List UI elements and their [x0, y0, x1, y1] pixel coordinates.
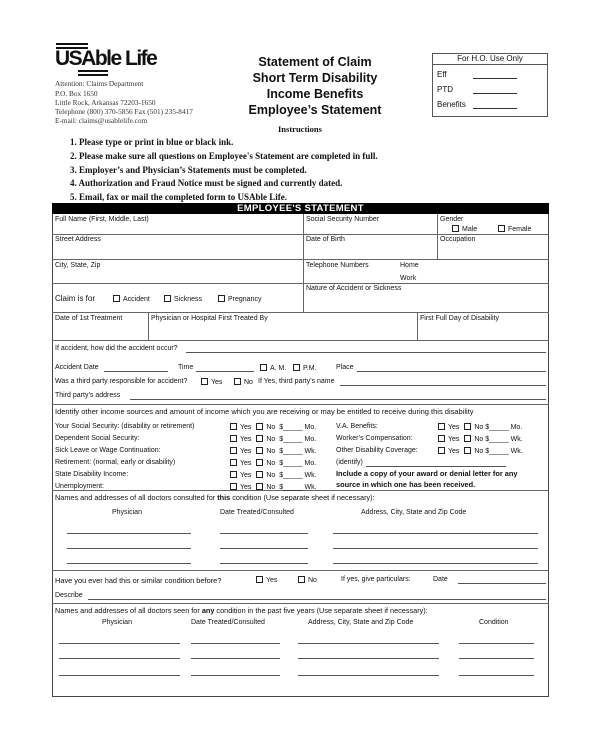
doctor-entry-field[interactable] — [59, 675, 180, 676]
amount-field[interactable]: $_____ — [279, 460, 303, 467]
income-source-label: Your Social Security: (disability or retirement) — [55, 423, 195, 430]
doctor-entry-field[interactable] — [298, 675, 439, 676]
doctor-entry-field[interactable] — [59, 643, 180, 644]
income-source-label: V.A. Benefits: — [336, 423, 378, 430]
sickness-label: Sickness — [174, 296, 203, 303]
income-source-options — [438, 447, 523, 455]
ho-ptd-label: PTD — [437, 85, 453, 94]
amount-field[interactable]: $_____ — [485, 436, 509, 443]
male-label: Male — [462, 226, 478, 233]
instruction-item: 1. Please type or print in blue or black ink. — [70, 137, 234, 147]
gender-label: Gender — [440, 216, 464, 223]
similar-date-field[interactable] — [458, 583, 546, 584]
doctor-entry-field[interactable] — [220, 533, 308, 534]
third-party-name-field[interactable] — [340, 385, 546, 386]
text: condition (Use separate sheet if necessary): — [230, 493, 375, 502]
income-header: Identify other income sources and amount of income which you are receiving or may be entitled to receive during this disability — [55, 407, 474, 416]
female-checkbox[interactable] — [498, 225, 505, 232]
no-checkbox[interactable] — [256, 447, 263, 454]
amount-field[interactable]: $_____ — [279, 424, 303, 431]
section-header: EMPLOYEE'S STATEMENT — [52, 203, 549, 214]
yes-checkbox[interactable] — [230, 435, 237, 442]
income-source-options — [230, 447, 317, 455]
yes-checkbox[interactable] — [438, 447, 445, 454]
describe-field[interactable] — [88, 599, 546, 600]
yes-label: Yes — [240, 424, 252, 431]
income-source-label: Unemployment: — [55, 483, 105, 490]
no-label: No — [244, 379, 253, 386]
doctor-entry-field[interactable] — [191, 675, 280, 676]
period-label: Wk. — [510, 448, 523, 455]
doctor-entry-field[interactable] — [333, 548, 538, 549]
pm-option[interactable] — [293, 364, 317, 372]
full-name-label: Full Name (First, Middle, Last) — [55, 216, 149, 223]
sickness-checkbox[interactable] — [164, 295, 171, 302]
dob-label: Date of Birth — [306, 236, 345, 243]
period-label: Wk. — [304, 484, 317, 491]
text: Names and addresses of all doctors seen for — [55, 606, 202, 615]
amount-field[interactable]: $_____ — [279, 484, 303, 491]
income-source-options — [230, 423, 316, 431]
doctor-entry-field[interactable] — [298, 658, 439, 659]
am-label: A. M. — [270, 365, 287, 372]
ho-benefits-label: Benefits — [437, 100, 466, 109]
first-treatment-label: Date of 1st Treatment — [55, 315, 123, 322]
instructions-heading: Instructions — [278, 124, 322, 134]
doctor-entry-field[interactable] — [59, 658, 180, 659]
yes-checkbox[interactable] — [230, 447, 237, 454]
claim-accident-option[interactable] — [113, 295, 150, 303]
yes-checkbox[interactable] — [230, 483, 237, 490]
income-source-label: State Disability Income: — [55, 471, 129, 478]
no-checkbox[interactable] — [256, 435, 263, 442]
doctor-entry-field[interactable] — [67, 563, 191, 564]
yes-label: Yes — [448, 436, 460, 443]
amount-field[interactable]: $_____ — [485, 424, 509, 431]
similar-yes[interactable] — [256, 576, 277, 584]
yes-checkbox[interactable] — [256, 576, 263, 583]
include-note — [336, 468, 518, 490]
title-line: Income Benefits — [266, 87, 364, 101]
am-option[interactable] — [260, 364, 286, 372]
doctor-entry-field[interactable] — [67, 548, 191, 549]
col-date: Date Treated/Consulted — [220, 509, 294, 516]
date-label: Date — [433, 576, 448, 583]
no-label: No — [266, 424, 276, 431]
doctor-entry-field[interactable] — [459, 675, 534, 676]
period-label: Mo. — [304, 460, 317, 467]
income-source-label: Sick Leave or Wage Continuation: — [55, 447, 161, 454]
no-checkbox[interactable] — [256, 483, 263, 490]
period-label: Mo. — [304, 436, 317, 443]
similar-no[interactable] — [298, 576, 317, 584]
third-party-address-field[interactable] — [130, 399, 546, 400]
address-line: P.O. Box 1650 — [55, 89, 98, 98]
doctor-entry-field[interactable] — [220, 563, 308, 564]
place-field[interactable] — [357, 371, 546, 372]
title-line: Short Term Disability — [252, 71, 378, 85]
city-label: City, State, Zip — [55, 262, 101, 269]
first-day-label: First Full Day of Disability — [420, 315, 499, 322]
address-line: Telephone (800) 370-5856 Fax (501) 235-8417 — [55, 107, 193, 116]
period-label: Wk. — [304, 448, 317, 455]
identify-field[interactable] — [366, 466, 506, 467]
doctor-entry-field[interactable] — [459, 658, 534, 659]
describe-label: Describe — [55, 592, 83, 599]
text-bold: this — [217, 493, 231, 502]
text-bold: any — [201, 606, 215, 615]
no-label: No — [474, 448, 484, 455]
address-line: Little Rock, Arkansas 72203-1650 — [55, 98, 156, 107]
no-label: No — [266, 436, 276, 443]
col-address: Address, City, State and Zip Code — [308, 619, 414, 626]
period-label: Mo. — [304, 424, 317, 431]
doctors-any-header — [55, 606, 428, 615]
no-label: No — [266, 472, 276, 479]
note-line: source in which one has been received. — [336, 480, 476, 489]
title-line: Statement of Claim — [258, 55, 372, 69]
pm-checkbox[interactable] — [293, 364, 300, 371]
text: condition in the past five years (Use separate sheet if necessary): — [214, 606, 428, 615]
no-checkbox[interactable] — [464, 423, 471, 430]
gender-male-option[interactable] — [452, 225, 477, 233]
income-source-label: Retirement: (normal, early or disability) — [55, 459, 176, 466]
accident-date-field[interactable] — [104, 371, 168, 372]
gender-female-option[interactable] — [498, 225, 531, 233]
male-checkbox[interactable] — [452, 225, 459, 232]
col-condition: Condition — [479, 619, 509, 626]
ho-benefits-field[interactable] — [473, 108, 517, 109]
time-label: Time — [178, 364, 194, 371]
no-checkbox[interactable] — [256, 459, 263, 466]
period-label: Mo. — [510, 424, 523, 431]
note-line: Include a copy of your award or denial letter for any — [336, 469, 518, 478]
how-occur-label: If accident, how did the accident occur? — [55, 345, 178, 352]
text: Names and addresses of all doctors consulted for — [55, 493, 218, 502]
physician-first-label: Physician or Hospital First Treated By — [151, 315, 268, 322]
occupation-label: Occupation — [440, 236, 476, 243]
amount-field[interactable]: $_____ — [485, 448, 509, 455]
yes-checkbox[interactable] — [201, 378, 208, 385]
col-physician: Physician — [102, 619, 132, 626]
address-line: Attention: Claims Department — [55, 79, 144, 88]
income-source-options — [230, 471, 317, 479]
yes-label: Yes — [211, 379, 223, 386]
instruction-item: 3. Employer’s and Physician’s Statements must be completed. — [70, 165, 307, 175]
claim-sickness-option[interactable] — [164, 295, 202, 303]
income-source-options — [438, 423, 522, 431]
no-checkbox[interactable] — [464, 447, 471, 454]
form-title — [230, 54, 400, 118]
no-checkbox[interactable] — [256, 471, 263, 478]
income-source-label: Worker’s Compensation: — [336, 435, 413, 442]
ssn-label: Social Security Number — [306, 216, 380, 223]
instruction-item: 5. Email, fax or mail the completed form to USAble Life. — [70, 192, 288, 202]
no-label: No — [266, 460, 276, 467]
third-party-name-label: If Yes, third party’s name — [258, 378, 335, 385]
how-occur-field[interactable] — [186, 352, 546, 353]
doctor-entry-field[interactable] — [191, 658, 280, 659]
accident-label: Accident — [123, 296, 150, 303]
claim-for-label: Claim is for — [55, 294, 96, 303]
ho-ptd-field[interactable] — [473, 93, 517, 94]
particulars-label: If yes, give particulars: — [341, 576, 411, 583]
no-label: No — [474, 436, 484, 443]
yes-label: Yes — [240, 460, 252, 467]
pregnancy-label: Pregnancy — [228, 296, 262, 303]
yes-label: Yes — [240, 448, 252, 455]
accident-checkbox[interactable] — [113, 295, 120, 302]
am-checkbox[interactable] — [260, 364, 267, 371]
yes-checkbox[interactable] — [438, 435, 445, 442]
col-physician: Physician — [112, 509, 142, 516]
no-label: No — [474, 424, 484, 431]
instruction-item: 4. Authorization and Fraud Notice must be signed and currently dated. — [70, 178, 343, 188]
amount-field[interactable]: $_____ — [279, 436, 303, 443]
col-address: Address, City, State and Zip Code — [361, 509, 467, 516]
doctor-entry-field[interactable] — [298, 643, 439, 644]
pregnancy-checkbox[interactable] — [218, 295, 225, 302]
amount-field[interactable]: $_____ — [279, 448, 303, 455]
phone-label: Telephone Numbers — [306, 262, 369, 269]
income-source-label: Dependent Social Security: — [55, 435, 140, 442]
yes-label: Yes — [266, 577, 278, 584]
no-checkbox[interactable] — [464, 435, 471, 442]
street-label: Street Address — [55, 236, 101, 243]
doctor-entry-field[interactable] — [459, 643, 534, 644]
work-phone-label: Work — [400, 275, 417, 282]
period-label: Wk. — [510, 436, 523, 443]
yes-label: Yes — [240, 484, 252, 491]
yes-checkbox[interactable] — [230, 423, 237, 430]
company-logo: USAble Life — [55, 47, 157, 70]
home-phone-label: Home — [400, 262, 419, 269]
yes-checkbox[interactable] — [230, 471, 237, 478]
yes-label: Yes — [240, 436, 252, 443]
third-party-yes[interactable] — [201, 378, 222, 386]
third-party-address-label: Third party’s address — [55, 392, 121, 399]
pm-label: P.M. — [303, 365, 317, 372]
title-line: Employee’s Statement — [248, 103, 382, 117]
no-label: No — [308, 577, 317, 584]
female-label: Female — [508, 226, 532, 233]
no-checkbox[interactable] — [298, 576, 305, 583]
third-party-no[interactable] — [234, 378, 253, 386]
yes-checkbox[interactable] — [230, 459, 237, 466]
doctor-entry-field[interactable] — [333, 533, 538, 534]
nature-label: Nature of Accident or Sickness — [306, 285, 402, 292]
yes-checkbox[interactable] — [438, 423, 445, 430]
no-checkbox[interactable] — [234, 378, 241, 385]
income-source-options — [230, 435, 316, 443]
identify-label: (identify) — [336, 459, 363, 466]
no-label: No — [266, 448, 276, 455]
amount-field[interactable]: $_____ — [279, 472, 303, 479]
third-party-label: Was a third party responsible for accident? — [55, 378, 188, 385]
yes-label: Yes — [448, 448, 460, 455]
ho-use-box — [432, 53, 548, 117]
no-checkbox[interactable] — [256, 423, 263, 430]
instruction-item: 2. Please make sure all questions on Employee's Statement are completed in full. — [70, 151, 378, 161]
place-label: Place — [336, 364, 354, 371]
period-label: Wk. — [304, 472, 317, 479]
doctor-entry-field[interactable] — [220, 548, 308, 549]
ho-header: For H.O. Use Only — [433, 54, 547, 65]
income-source-options — [230, 483, 317, 491]
no-label: No — [266, 484, 276, 491]
income-source-options — [230, 459, 316, 467]
yes-label: Yes — [240, 472, 252, 479]
similar-label: Have you ever had this or similar condition before? — [55, 576, 222, 585]
doctor-entry-field[interactable] — [191, 643, 280, 644]
accident-date-label: Accident Date — [55, 364, 99, 371]
doctor-entry-field[interactable] — [67, 533, 191, 534]
time-field[interactable] — [196, 371, 254, 372]
address-line: E-mail: claims@usablelife.com — [55, 116, 148, 125]
ho-eff-label: Eff — [437, 70, 447, 79]
doctors-this-header — [55, 493, 375, 502]
claim-pregnancy-option[interactable] — [218, 295, 261, 303]
income-source-options — [438, 435, 523, 443]
yes-label: Yes — [448, 424, 460, 431]
income-source-label: Other Disability Coverage: — [336, 447, 418, 454]
ho-eff-field[interactable] — [473, 78, 517, 79]
col-date: Date Treated/Consulted — [191, 619, 265, 626]
doctor-entry-field[interactable] — [333, 563, 538, 564]
